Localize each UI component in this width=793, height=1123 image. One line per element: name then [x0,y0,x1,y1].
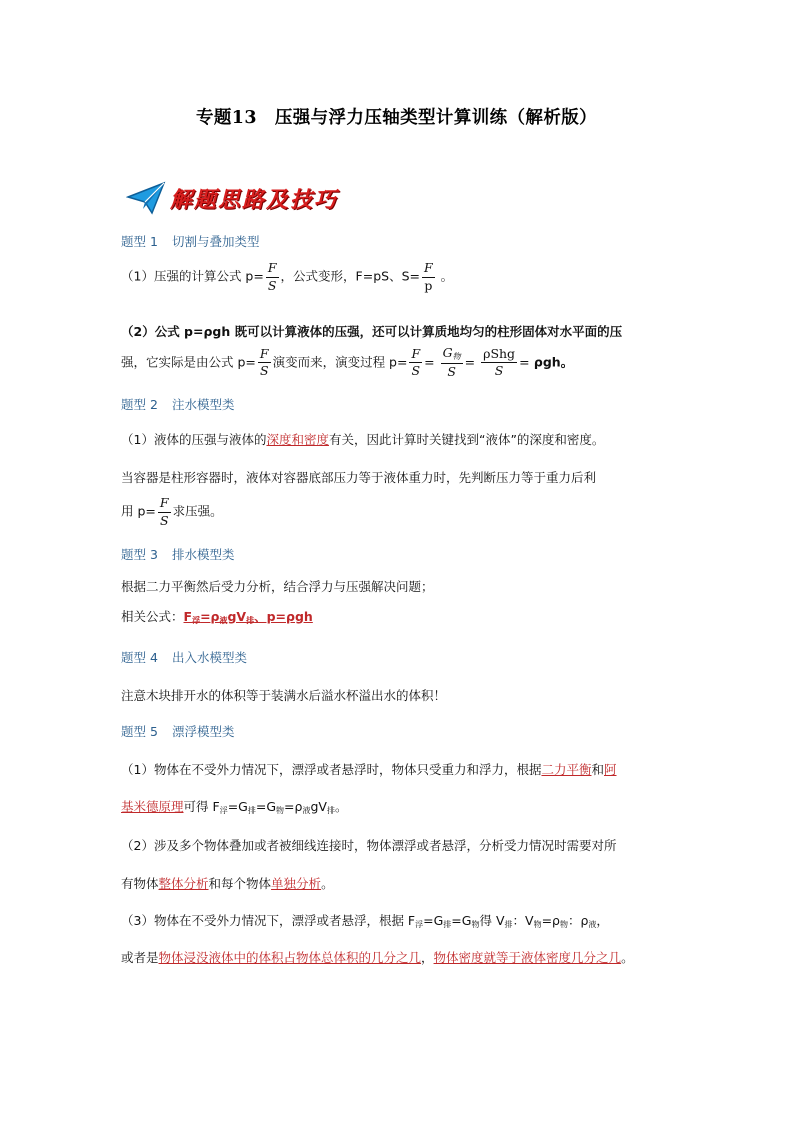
type-2-heading: 题型 2 注水模型类 [121,397,235,412]
paper-plane-icon [126,181,166,215]
type-name: 切割与叠加类型 [171,234,260,249]
fraction-F-over-S: $\frac{F}{S}$ [159,495,169,528]
fraction-rhoShg-over-S: $\frac{\text{ρShg}}{S}$ [483,345,516,379]
fraction-F-over-S: $\frac{F}{S}$ [259,345,269,379]
type-number: 1 [150,234,158,249]
t3-line-1: 根据二力平衡然后受力分析，结合浮力与压强解决问题； [121,579,434,594]
t1-line-2: （2）公式 p=ρgh 既可以计算液体的压强，还可以计算质地均匀的柱形固体对水平面的压 [121,324,623,339]
t5-line-2: 基米德原理可得 $F_浮=G_排=G_物=\rho_液gV_排$。 [121,799,348,815]
t5-line-1: （1）物体在不受外力情况下，漂浮或者悬浮时，物体只受重力和浮力，根据二力平衡和阿 [121,762,617,777]
t5-line-5: （3）物体在不受外力情况下，漂浮或者悬浮，根据 $F_浮=G_排=G_物$得 $V_排$：$V_物=\rho_物$：$\rho_液$， [121,913,609,929]
type-3-heading: 题型 3 排水模型类 [121,547,235,562]
page-title: 专题13 压强与浮力压轴类型计算训练（解析版） [195,108,598,128]
t2-line-3: 用 p= $\frac{F}{S}$ 求压强。 [121,495,223,528]
fraction-G-over-S: $\frac{G_物}{S}$ [442,345,461,379]
t5-line-6: 或者是物体浸没液体中的体积占物体总体积的几分之几，物体密度就等于液体密度几分之几。 [121,950,634,965]
t3-line-2: 相关公式：$F_浮=\rho_液gV_排$、p=ρgh [121,609,313,625]
t5-line-3: （2）涉及多个物体叠加或者被细线连接时，物体漂浮或者悬浮，分析受力情况时需要对所 [121,838,617,853]
t5-line-4: 有物体整体分析和每个物体单独分析。 [121,876,334,891]
type-5-heading: 题型 5 漂浮模型类 [121,724,235,739]
banner-title: 解题思路及技巧 [170,187,339,213]
t4-line-1: 注意木块排开水的体积等于装满水后溢水杯溢出水的体积！ [121,688,447,703]
fraction-F-over-S: $\frac{F}{S}$ [411,345,421,379]
type-4-heading: 题型 4 出入水模型类 [121,650,247,665]
t2-line-2: 当容器是柱形容器时，液体对容器底部压力等于液体重力时，先判断压力等于重力后利 [121,470,597,485]
t1-line-3: 强，它实际是由公式 p= $\frac{F}{S}$ 演变而来，演变过程 p= $\frac{F}{S}$ = $\frac{G_物}{S}$ = $\frac{\text{ρShg}}{S}$ = ρgh。 [121,345,574,379]
fraction-F-over-p: $\frac{F}{p}$ [423,260,433,293]
type-1-heading [121,232,259,250]
t2-line-1: （1）液体的压强与液体的深度和密度有关，因此计算时关键找到“液体”的深度和密度。 [121,432,605,447]
fraction-F-over-S: $\frac{F}{S}$ [267,260,277,293]
type-label: 题型 [121,234,147,249]
t1-line-1: （1）压强的计算公式 p= $\frac{F}{S}$ ，公式变形，F=pS、S= $\frac{F}{p}$ 。 [121,260,454,293]
